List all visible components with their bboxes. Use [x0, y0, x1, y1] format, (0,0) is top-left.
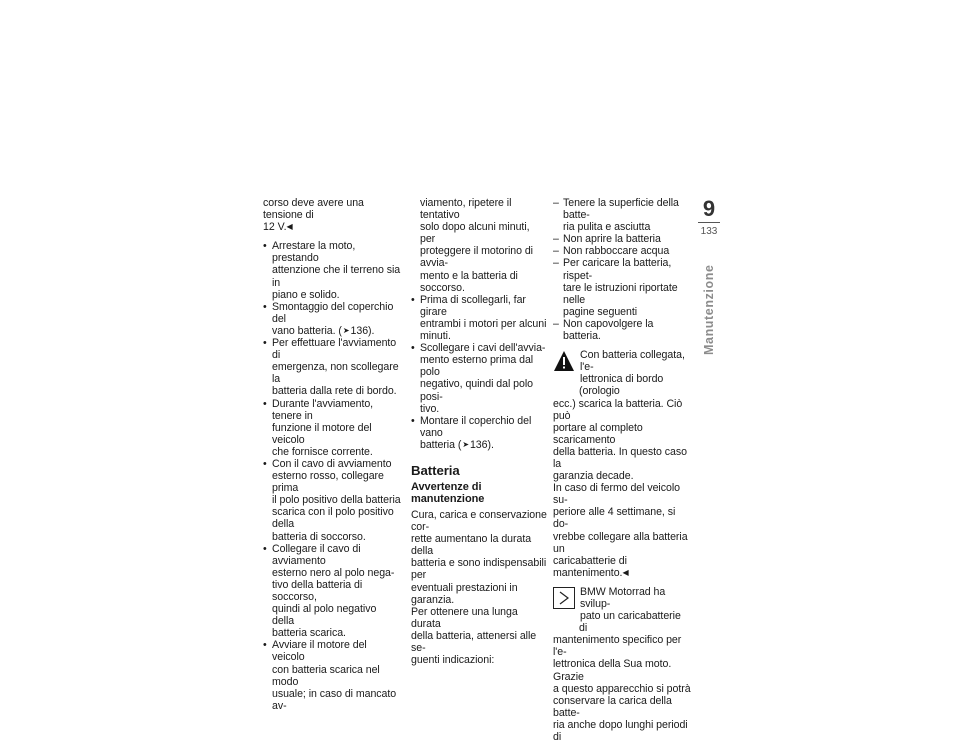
text-column-2 — [411, 197, 547, 666]
page-reference-arrow-icon: ➤ — [462, 439, 469, 449]
list-item: • Durante l'avviamento, tenere in funzione il motore del veicolo che fornisce corrente. — [263, 398, 401, 458]
list-item: • Avviare il motore del veicolo con batteria scarica nel modo usuale; in caso di mancato av- — [263, 639, 401, 712]
warning-icon — [553, 350, 575, 372]
list-item: • Smontaggio del coperchio del vano batteria. (➤136). — [263, 301, 401, 337]
list-item-continuation: viamento, ripetere il tentativo solo dopo alcuni minuti, per proteggere il motorino di avvia- mento e la batteria di soccorso. — [420, 197, 533, 294]
list-item: • Arrestare la moto, prestando attenzione che il terreno sia in piano e solido. — [263, 240, 401, 300]
intro-paragraph: corso deve avere una tensione di 12 V.◀ — [263, 197, 364, 234]
info-notice: BMW Motorrad ha svilup- pato un caricabatterie di mantenimento specifico per l'e- lettronica della Sua moto. Grazie a questo apparecchio si potrà conservare la carica della batte- ria anche dopo lunghi periodi di — [553, 585, 691, 743]
dash-list-item: – Non aprire la batteria — [553, 233, 691, 245]
subsection-title: Avvertenze di manutenzione — [411, 480, 485, 506]
list-item: • Montare il coperchio del vano batteria (➤136). — [411, 415, 547, 451]
chapter-side-title: Manutenzione — [702, 264, 716, 355]
chapter-divider — [698, 222, 720, 223]
warning-notice: Con batteria collegata, l'e- lettronica di bordo (orologio ecc.) scarica la batteria. Ciò può portare al completo scaricamento della batteria. In questo caso la garanzia decade. In caso di fermo del veicolo su- periore alle 4 settimane, si do- vrebbe collegare alla batteria un caricabatterie di mantenimento.◀ — [553, 349, 688, 579]
end-of-section-icon: ◀ — [622, 567, 629, 577]
text-column-1 — [263, 197, 401, 712]
note-arrow-icon — [553, 587, 575, 609]
text-column-3 — [553, 197, 691, 743]
chapter-number: 9 — [702, 196, 716, 221]
list-item: • Prima di scollegarli, far girare entrambi i motori per alcuni minuti. — [411, 294, 547, 342]
end-of-section-icon: ◀ — [286, 222, 293, 232]
page-number: 133 — [700, 226, 718, 237]
dash-list-item: – Non capovolgere la batteria. — [553, 318, 691, 342]
dash-list-item: – Tenere la superficie della batte- ria pulita e asciutta — [553, 197, 691, 233]
list-item: • Collegare il cavo di avviamento esterno nero al polo nega- tivo della batteria di soccorso, quindi al polo negativo della batteria scarica. — [263, 543, 401, 640]
list-item: • Per effettuare l'avviamento di emergenza, non scollegare la batteria dalla rete di bordo. — [263, 337, 401, 397]
page-reference-arrow-icon: ➤ — [342, 325, 350, 335]
section-title: Batteria — [411, 462, 460, 478]
dash-list-item: – Per caricare la batteria, rispet- tare le istruzioni riportate nelle pagine seguenti — [553, 257, 691, 317]
list-item: • Con il cavo di avviamento esterno rosso, collegare prima il polo positivo della batteria scarica con il polo positivo della batteria di soccorso. — [263, 458, 401, 543]
body-paragraph: Cura, carica e conservazione cor- rette aumentano la durata della batteria e sono indispensabili per eventuali prestazioni in garanzia. Per ottenere una lunga durata della batteria, attenersi alle se- guenti indicazioni: — [411, 508, 547, 667]
dash-list-item: – Non rabboccare acqua — [553, 245, 691, 257]
list-item: • Scollegare i cavi dell'avvia- mento esterno prima dal polo negativo, quindi dal polo posi- tivo. — [411, 342, 547, 415]
